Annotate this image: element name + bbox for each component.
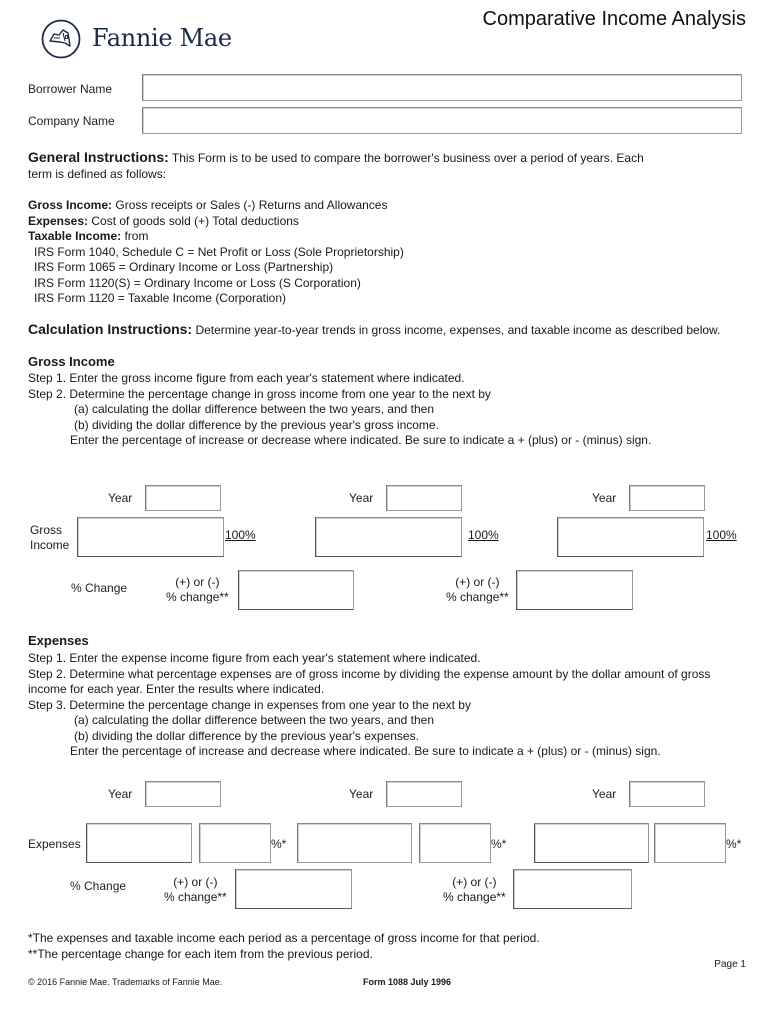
copyright: © 2016 Fannie Mae. Trademarks of Fannie Mae. [28, 977, 223, 987]
step-text: (b) dividing the dollar difference by the previous year's expenses. [74, 728, 419, 743]
gross-income-change-1-input[interactable] [238, 570, 354, 610]
step-text: income for each year. Enter the results where indicated. [28, 682, 325, 696]
expenses-change-2-input[interactable] [513, 869, 632, 909]
row-label-line: Gross [30, 523, 63, 537]
change-hint [443, 875, 506, 905]
irs-line: IRS Form 1120(S) = Ordinary Income or Loss (S Corporation) [34, 275, 361, 290]
brand-name: Fannie Mae [92, 24, 232, 52]
expenses-amount-2-input[interactable] [297, 823, 412, 863]
expenses-amount-1-input[interactable] [86, 823, 192, 863]
general-instructions-text-2: term is defined as follows: [28, 166, 167, 181]
gross-income-amount-1-input[interactable] [77, 517, 224, 557]
change-hint [164, 875, 227, 905]
expenses-year-2-input[interactable] [386, 781, 462, 807]
step-text: Step 3. Determine the percentage change in expenses from one year to the next by [28, 697, 471, 712]
step-text: Enter the percentage of increase and decrease where indicated. Be sure to indicate a + (plus) or - (minus) sign. [70, 744, 661, 758]
change-hint-line: (+) or (-) [452, 875, 497, 889]
change-hint-line: % change** [166, 590, 229, 604]
expenses-amount-3-input[interactable] [534, 823, 649, 863]
page-number: Page 1 [714, 959, 746, 970]
expenses-percent-2-input[interactable] [419, 823, 491, 863]
gross-income-term: Gross Income: [28, 198, 113, 212]
step-text: (a) calculating the dollar difference between the two years, and then [74, 402, 434, 416]
page-title: Comparative Income Analysis [482, 8, 746, 30]
gross-income-year-3-input[interactable] [629, 485, 705, 511]
company-name-input[interactable] [142, 107, 742, 134]
step-text: Enter the percentage of increase or decrease where indicated. Be sure to indicate a + (plus) or - (minus) sign. [70, 433, 652, 447]
taxable-income-definition: from [121, 229, 149, 243]
percent-suffix: %* [726, 837, 742, 851]
change-hint-line: % change** [446, 590, 509, 604]
year-label: Year [349, 491, 374, 505]
year-label: Year [349, 787, 374, 801]
change-hint-line: (+) or (-) [455, 575, 500, 589]
expenses-percent-3-input[interactable] [654, 823, 726, 863]
calculation-instructions-heading: Calculation Instructions: [28, 321, 193, 337]
year-label: Year [592, 491, 617, 505]
change-hint [446, 575, 509, 605]
calculation-instructions [28, 322, 720, 339]
step-text: (b) dividing the dollar difference by the previous year's gross income. [74, 417, 439, 432]
expenses-change-1-input[interactable] [235, 869, 352, 909]
percent-change-label: % Change [71, 581, 128, 595]
gross-income-heading: Gross Income [28, 354, 115, 369]
step-text: Step 2. Determine what percentage expenses are of gross income by dividing the expense amount by the dollar amount of gross [28, 666, 711, 681]
step-text: Step 1. Enter the gross income figure from each year's statement where indicated. [28, 371, 465, 385]
step-text: Step 1. Enter the expense income figure from each year's statement where indicated. [28, 651, 481, 665]
expenses-definition: Cost of goods sold (+) Total deductions [88, 213, 299, 228]
gross-income-change-2-input[interactable] [516, 570, 633, 610]
expenses-steps [28, 651, 710, 760]
irs-line: IRS Form 1040, Schedule C = Net Profit or Loss (Sole Proprietorship) [34, 244, 404, 259]
gross-income-percent-3: 100% [706, 528, 737, 542]
gross-income-steps [28, 371, 651, 449]
term-definitions [28, 198, 404, 307]
expenses-year-1-input[interactable] [145, 781, 221, 807]
gross-income-definition: Gross receipts or Sales (-) Returns and Allowances [112, 198, 388, 212]
step-text: (a) calculating the dollar difference between the two years, and then [74, 713, 434, 727]
form-id: Form 1088 July 1996 [363, 977, 452, 987]
irs-line: IRS Form 1065 = Ordinary Income or Loss (Partnership) [34, 260, 334, 274]
expenses-row-label: Expenses [28, 837, 81, 851]
gross-income-year-2-input[interactable] [386, 485, 462, 511]
general-instructions-text: This Form is to be used to compare the borrower's business over a period of years. Each [168, 151, 644, 165]
footnote-2: **The percentage change for each item from the previous period. [28, 946, 373, 961]
general-instructions [28, 150, 644, 182]
borrower-name-input[interactable] [142, 74, 742, 101]
expenses-heading: Expenses [28, 633, 89, 648]
irs-line: IRS Form 1120 = Taxable Income (Corporation) [34, 291, 287, 305]
general-instructions-heading: General Instructions: [28, 149, 169, 165]
borrower-name-label: Borrower Name [28, 82, 113, 96]
footnote-1: *The expenses and taxable income each period as a percentage of gross income for that period. [28, 931, 540, 945]
expenses-year-3-input[interactable] [629, 781, 705, 807]
percent-suffix: %* [491, 837, 507, 851]
gross-income-percent-2: 100% [468, 528, 499, 542]
percent-change-label: % Change [70, 879, 127, 893]
gross-income-percent-1: 100% [225, 528, 256, 542]
change-hint-line: % change** [443, 890, 506, 904]
gross-income-year-1-input[interactable] [145, 485, 221, 511]
expenses-percent-1-input[interactable] [199, 823, 271, 863]
calculation-instructions-text: Determine year-to-year trends in gross income, expenses, and taxable income as described below. [192, 323, 721, 337]
gross-income-amount-2-input[interactable] [315, 517, 462, 557]
change-hint-line: (+) or (-) [173, 875, 218, 889]
year-label: Year [108, 491, 133, 505]
year-label: Year [108, 787, 133, 801]
change-hint-line: (+) or (-) [175, 575, 220, 589]
year-label: Year [592, 787, 617, 801]
change-hint [166, 575, 229, 605]
gross-income-amount-3-input[interactable] [557, 517, 704, 557]
step-text: Step 2. Determine the percentage change in gross income from one year to the next by [28, 386, 491, 401]
taxable-income-term: Taxable Income: [28, 229, 122, 243]
company-name-label: Company Name [28, 114, 115, 128]
footnotes [28, 931, 540, 962]
fannie-mae-logo-icon [41, 19, 81, 59]
change-hint-line: % change** [164, 890, 227, 904]
expenses-term: Expenses: [28, 213, 89, 228]
percent-suffix: %* [271, 837, 287, 851]
row-label-line: Income [30, 538, 70, 552]
gross-income-row-label [30, 523, 69, 553]
